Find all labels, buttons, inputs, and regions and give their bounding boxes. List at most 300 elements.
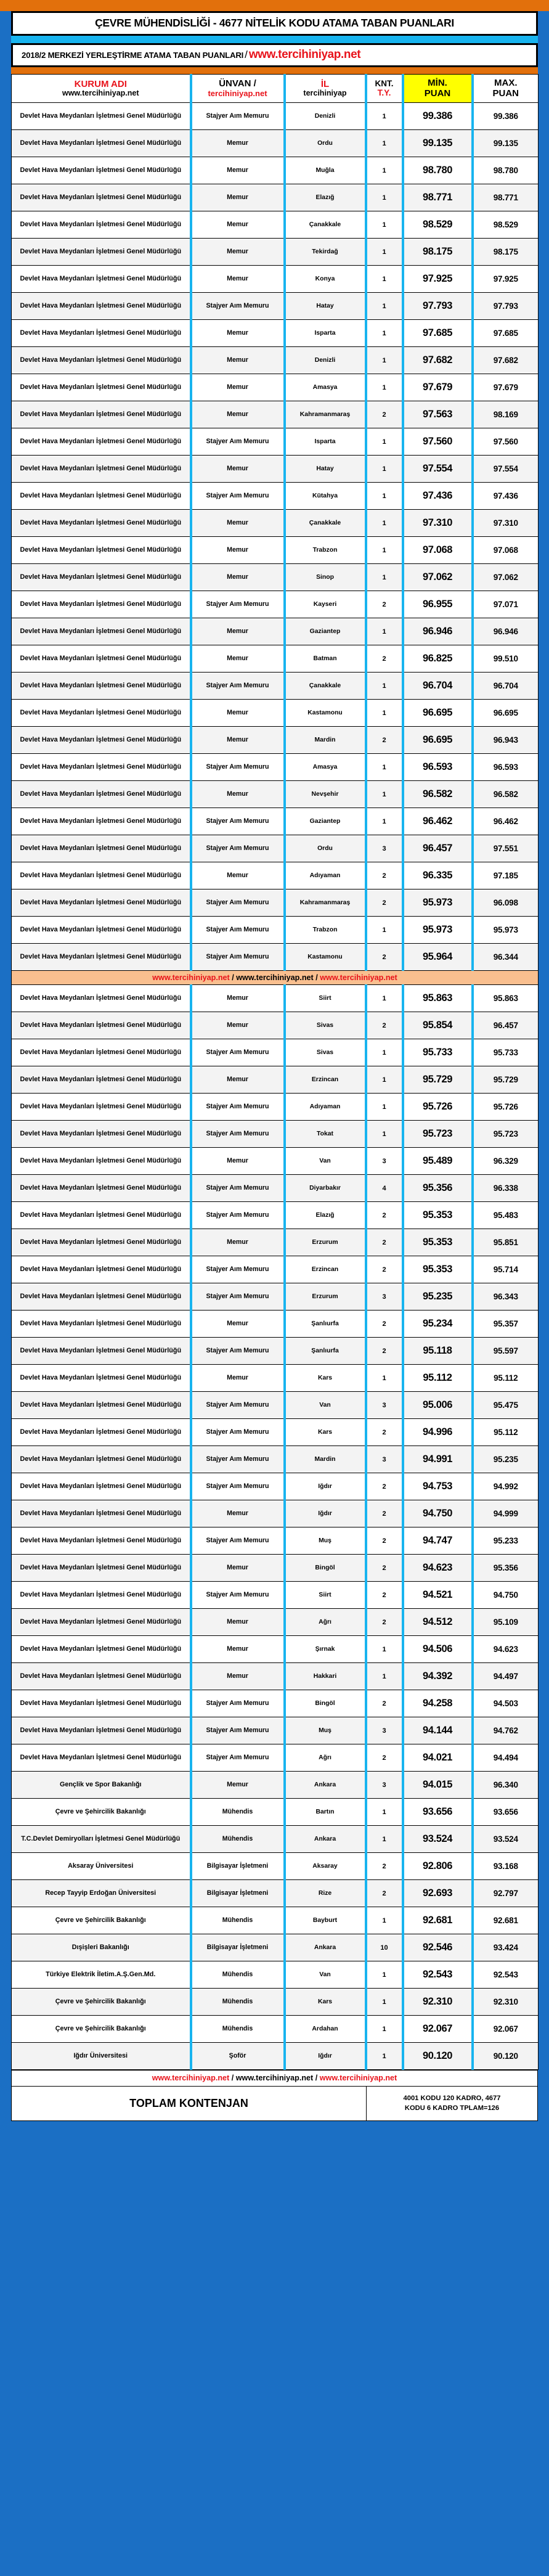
cell-knt bbox=[366, 673, 403, 700]
cell-kurum bbox=[12, 1907, 191, 1934]
cell-knt bbox=[366, 645, 403, 673]
cell-min-puan-text: 96.457 bbox=[422, 843, 453, 854]
cell-il bbox=[285, 1202, 366, 1229]
cell-max-puan bbox=[473, 700, 539, 727]
cell-kurum-text: Devlet Hava Meydanları İşletmesi Genel Müdürlüğü bbox=[20, 492, 182, 500]
cell-il-text: Kayseri bbox=[313, 601, 337, 608]
cell-kurum-text: Devlet Hava Meydanları İşletmesi Genel Müdürlüğü bbox=[20, 411, 182, 419]
cell-min-puan-text: 95.006 bbox=[422, 1399, 453, 1410]
unvan-header-l2: tercihiniyap.net bbox=[208, 88, 267, 98]
cell-kurum-text: Devlet Hava Meydanları İşletmesi Genel Müdürlüğü bbox=[20, 1374, 182, 1382]
cell-max-puan-text: 96.943 bbox=[493, 735, 518, 745]
cell-il bbox=[285, 862, 366, 889]
cell-min-puan bbox=[403, 1256, 473, 1283]
table-row bbox=[12, 781, 539, 808]
table-row bbox=[12, 374, 539, 401]
cell-kurum bbox=[12, 428, 191, 456]
cell-il bbox=[285, 1907, 366, 1934]
cell-max-puan bbox=[473, 862, 539, 889]
cell-min-puan-text: 95.726 bbox=[422, 1101, 453, 1112]
cell-max-puan-text: 94.494 bbox=[493, 1753, 518, 1762]
cell-knt bbox=[366, 1392, 403, 1419]
cell-max-puan-text: 95.733 bbox=[493, 1048, 518, 1057]
cell-knt bbox=[366, 889, 403, 917]
cell-kurum-text: Devlet Hava Meydanları İşletmesi Genel Müdürlüğü bbox=[20, 1510, 182, 1518]
cell-unvan-text: Stajyer Aım Memuru bbox=[206, 1130, 269, 1138]
table-row bbox=[12, 184, 539, 211]
cell-kurum bbox=[12, 1527, 191, 1555]
cell-il-text: Erzincan bbox=[311, 1266, 339, 1273]
cell-unvan-text: Memur bbox=[227, 1672, 248, 1680]
cell-knt-text: 2 bbox=[382, 411, 386, 419]
cell-min-puan bbox=[403, 673, 473, 700]
cell-kurum bbox=[12, 1799, 191, 1826]
cell-max-puan-text: 95.726 bbox=[493, 1102, 518, 1111]
cell-kurum-text: Devlet Hava Meydanları İşletmesi Genel Müdürlüğü bbox=[20, 1401, 182, 1409]
cell-knt-text: 1 bbox=[382, 1916, 386, 1924]
cell-il bbox=[285, 1039, 366, 1066]
cell-min-puan bbox=[403, 1853, 473, 1880]
knt-header-l2: T.Y. bbox=[377, 88, 391, 97]
cell-max-puan bbox=[473, 1527, 539, 1555]
cell-knt bbox=[366, 1582, 403, 1609]
cell-max-puan-text: 92.310 bbox=[493, 1997, 518, 2006]
cell-unvan bbox=[191, 1826, 285, 1853]
cell-il bbox=[285, 1989, 366, 2016]
cell-knt-text: 2 bbox=[382, 872, 386, 880]
cell-il bbox=[285, 1283, 366, 1310]
cell-knt bbox=[366, 754, 403, 781]
cell-unvan bbox=[191, 1094, 285, 1121]
orange-divider-bar bbox=[11, 67, 538, 74]
cell-unvan-text: Stajyer Aım Memuru bbox=[206, 1727, 269, 1735]
cell-kurum-text: Devlet Hava Meydanları İşletmesi Genel Müdürlüğü bbox=[20, 682, 182, 690]
cell-kurum-text: Devlet Hava Meydanları İşletmesi Genel Müdürlüğü bbox=[20, 1238, 182, 1246]
knt-header-l1: KNT. bbox=[375, 78, 394, 88]
cell-unvan-text: Memur bbox=[227, 994, 248, 1002]
cell-min-puan-text: 99.135 bbox=[422, 137, 453, 149]
cell-unvan-text: Stajyer Aım Memuru bbox=[206, 763, 269, 771]
cell-max-puan-text: 94.623 bbox=[493, 1645, 518, 1654]
cell-knt-text: 3 bbox=[382, 844, 386, 853]
cell-min-puan bbox=[403, 1338, 473, 1365]
table-row bbox=[12, 564, 539, 591]
cell-unvan-text: Şoför bbox=[229, 2052, 246, 2060]
cell-max-puan-text: 95.863 bbox=[493, 994, 518, 1003]
cell-min-puan bbox=[403, 1826, 473, 1853]
cell-il-text: Bartın bbox=[315, 1809, 335, 1815]
cell-unvan-text: Stajyer Aım Memuru bbox=[206, 1699, 269, 1707]
cell-kurum-text: Devlet Hava Meydanları İşletmesi Genel Müdürlüğü bbox=[20, 302, 182, 310]
cell-kurum bbox=[12, 103, 191, 130]
cell-min-puan-text: 98.771 bbox=[422, 192, 453, 203]
table-row bbox=[12, 1772, 539, 1799]
cell-knt bbox=[366, 1446, 403, 1473]
table-row bbox=[12, 1229, 539, 1256]
table-row bbox=[12, 239, 539, 266]
cell-knt bbox=[366, 1907, 403, 1934]
banner-link-2[interactable]: www.tercihiniyap.net bbox=[236, 973, 314, 982]
cell-min-puan-text: 95.973 bbox=[422, 924, 453, 935]
cell-max-puan-text: 94.999 bbox=[493, 1509, 518, 1518]
cell-max-puan bbox=[473, 1636, 539, 1663]
cell-unvan bbox=[191, 1934, 285, 1961]
cell-kurum bbox=[12, 483, 191, 510]
cell-kurum-text: Devlet Hava Meydanları İşletmesi Genel Müdürlüğü bbox=[20, 790, 182, 798]
cell-knt-text: 2 bbox=[382, 1347, 386, 1355]
cell-unvan bbox=[191, 1473, 285, 1500]
cell-unvan bbox=[191, 1066, 285, 1094]
cell-knt-text: 2 bbox=[382, 1564, 386, 1572]
cell-knt-text: 1 bbox=[382, 926, 386, 934]
cell-min-puan-text: 94.750 bbox=[422, 1508, 453, 1519]
cell-unvan bbox=[191, 1799, 285, 1826]
cell-kurum-text: Devlet Hava Meydanları İşletmesi Genel Müdürlüğü bbox=[20, 438, 182, 446]
cell-il bbox=[285, 835, 366, 862]
cell-min-puan-text: 94.392 bbox=[422, 1670, 453, 1682]
cell-il-text: Ordu bbox=[317, 140, 333, 147]
cell-max-puan bbox=[473, 1121, 539, 1148]
cell-min-puan bbox=[403, 1907, 473, 1934]
total-label: TOPLAM KONTENJAN bbox=[129, 2097, 248, 2109]
cell-unvan bbox=[191, 1229, 285, 1256]
cell-knt bbox=[366, 401, 403, 428]
cell-max-puan-text: 95.597 bbox=[493, 1346, 518, 1355]
cell-unvan bbox=[191, 1039, 285, 1066]
cell-knt-text: 3 bbox=[382, 1455, 386, 1463]
cell-min-puan-text: 92.693 bbox=[422, 1887, 453, 1899]
cell-kurum-text: Devlet Hava Meydanları İşletmesi Genel Müdürlüğü bbox=[20, 926, 182, 934]
cell-min-puan bbox=[403, 320, 473, 347]
cell-max-puan-text: 99.135 bbox=[493, 139, 518, 148]
footer-banner-link-1[interactable]: www.tercihiniyap.net bbox=[152, 2074, 230, 2082]
cell-kurum bbox=[12, 1744, 191, 1772]
cell-kurum bbox=[12, 673, 191, 700]
cell-min-puan bbox=[403, 618, 473, 645]
cell-min-puan bbox=[403, 1066, 473, 1094]
cell-il-text: Iğdır bbox=[318, 1483, 332, 1490]
cell-kurum-text: Devlet Hava Meydanları İşletmesi Genel Müdürlüğü bbox=[20, 1103, 182, 1111]
cell-il-text: Ankara bbox=[314, 1944, 336, 1951]
cell-min-puan-text: 92.543 bbox=[422, 1969, 453, 1980]
cell-kurum-text: Devlet Hava Meydanları İşletmesi Genel Müdürlüğü bbox=[20, 383, 182, 391]
cell-il bbox=[285, 944, 366, 971]
cell-min-puan bbox=[403, 1012, 473, 1039]
cell-knt bbox=[366, 1826, 403, 1853]
cell-knt-text: 2 bbox=[382, 655, 386, 663]
table-row bbox=[12, 157, 539, 184]
cell-max-puan bbox=[473, 889, 539, 917]
cell-knt bbox=[366, 985, 403, 1012]
cell-unvan-text: Memur bbox=[227, 709, 248, 717]
cell-kurum bbox=[12, 889, 191, 917]
cell-kurum-text: Devlet Hava Meydanları İşletmesi Genel Müdürlüğü bbox=[20, 546, 182, 554]
cell-kurum-text: Devlet Hava Meydanları İşletmesi Genel Müdürlüğü bbox=[20, 1591, 182, 1599]
cell-unvan-text: Stajyer Aım Memuru bbox=[206, 492, 269, 500]
cell-il bbox=[285, 1717, 366, 1744]
cell-il-text: Kastamonu bbox=[307, 954, 343, 960]
cell-knt bbox=[366, 1012, 403, 1039]
cell-il-text: Iğdır bbox=[318, 1510, 332, 1517]
cell-knt-text: 2 bbox=[382, 1889, 386, 1897]
cell-il bbox=[285, 889, 366, 917]
cell-min-puan bbox=[403, 1555, 473, 1582]
cell-min-puan bbox=[403, 1744, 473, 1772]
cell-unvan bbox=[191, 1012, 285, 1039]
cell-min-puan-text: 96.335 bbox=[422, 870, 453, 881]
subtitle-site-link[interactable]: www.tercihiniyap.net bbox=[248, 48, 361, 61]
cell-il-text: Van bbox=[319, 1158, 331, 1164]
cell-max-puan-text: 98.175 bbox=[493, 247, 518, 256]
table-row bbox=[12, 985, 539, 1012]
cell-max-puan bbox=[473, 1365, 539, 1392]
cell-unvan-text: Stajyer Aım Memuru bbox=[206, 1103, 269, 1111]
cell-min-puan-text: 95.235 bbox=[422, 1291, 453, 1302]
cell-il bbox=[285, 645, 366, 673]
table-row bbox=[12, 673, 539, 700]
cell-min-puan-text: 97.554 bbox=[422, 463, 453, 474]
cell-min-puan-text: 93.524 bbox=[422, 1833, 453, 1844]
cell-min-puan-text: 96.582 bbox=[422, 788, 453, 799]
cell-min-puan bbox=[403, 1310, 473, 1338]
table-row bbox=[12, 1853, 539, 1880]
cell-knt-text: 1 bbox=[382, 2025, 386, 2033]
cell-knt bbox=[366, 944, 403, 971]
cell-kurum-text: Devlet Hava Meydanları İşletmesi Genel Müdürlüğü bbox=[20, 817, 182, 825]
cell-knt bbox=[366, 1853, 403, 1880]
cell-knt bbox=[366, 1961, 403, 1989]
cell-il-text: Van bbox=[319, 1402, 331, 1409]
cell-il-text: Mardin bbox=[314, 737, 336, 743]
cell-knt bbox=[366, 428, 403, 456]
cell-knt bbox=[366, 1202, 403, 1229]
cell-kurum-text: Devlet Hava Meydanları İşletmesi Genel Müdürlüğü bbox=[20, 1021, 182, 1029]
cell-knt bbox=[366, 266, 403, 293]
cell-knt-text: 3 bbox=[382, 1293, 386, 1301]
cell-knt-text: 2 bbox=[382, 1320, 386, 1328]
cell-max-puan-text: 96.098 bbox=[493, 898, 518, 907]
cell-knt-text: 1 bbox=[382, 546, 386, 554]
cell-il-text: Çanakkale bbox=[309, 221, 341, 228]
cell-knt-text: 3 bbox=[382, 1727, 386, 1735]
cell-min-puan-text: 97.560 bbox=[422, 436, 453, 447]
table-row bbox=[12, 2043, 539, 2070]
cell-max-puan bbox=[473, 456, 539, 483]
cell-il bbox=[285, 483, 366, 510]
cell-kurum-text: Devlet Hava Meydanları İşletmesi Genel Müdürlüğü bbox=[20, 1428, 182, 1436]
cell-kurum-text: Devlet Hava Meydanları İşletmesi Genel Müdürlüğü bbox=[20, 573, 182, 581]
total-value-cell bbox=[367, 2087, 537, 2120]
cell-kurum bbox=[12, 374, 191, 401]
cell-unvan-text: Memur bbox=[227, 1076, 248, 1084]
cell-max-puan-text: 98.529 bbox=[493, 220, 518, 229]
cell-min-puan-text: 96.695 bbox=[422, 734, 453, 745]
cell-knt-text: 1 bbox=[382, 1835, 386, 1843]
cell-knt-text: 1 bbox=[382, 275, 386, 283]
cell-knt bbox=[366, 1229, 403, 1256]
cell-knt bbox=[366, 1094, 403, 1121]
table-row bbox=[12, 1121, 539, 1148]
cell-unvan bbox=[191, 673, 285, 700]
cell-min-puan bbox=[403, 754, 473, 781]
cell-knt-text: 1 bbox=[382, 628, 386, 636]
kurum-header-l2: www.tercihiniyap.net bbox=[62, 88, 139, 97]
cell-max-puan-text: 94.503 bbox=[493, 1699, 518, 1708]
cell-max-puan bbox=[473, 1934, 539, 1961]
cell-max-puan bbox=[473, 1066, 539, 1094]
cell-unvan bbox=[191, 1907, 285, 1934]
cell-min-puan-text: 94.753 bbox=[422, 1481, 453, 1492]
cell-max-puan-text: 96.695 bbox=[493, 708, 518, 718]
cell-il-text: Amasya bbox=[312, 384, 338, 391]
cell-max-puan bbox=[473, 347, 539, 374]
cell-min-puan bbox=[403, 1039, 473, 1066]
table-row bbox=[12, 835, 539, 862]
cell-il-text: Sinop bbox=[316, 574, 334, 581]
cell-max-puan-text: 96.457 bbox=[493, 1021, 518, 1030]
cell-kurum bbox=[12, 1121, 191, 1148]
cell-min-puan bbox=[403, 510, 473, 537]
cell-knt-text: 2 bbox=[382, 1754, 386, 1762]
cell-knt bbox=[366, 1148, 403, 1175]
cell-kurum bbox=[12, 1582, 191, 1609]
cell-knt bbox=[366, 917, 403, 944]
footer-banner-link-3[interactable]: www.tercihiniyap.net bbox=[319, 2074, 397, 2082]
cell-il bbox=[285, 618, 366, 645]
cell-unvan-text: Memur bbox=[227, 1510, 248, 1518]
cell-kurum bbox=[12, 1310, 191, 1338]
cell-unvan-text: Memur bbox=[227, 872, 248, 880]
cell-kurum-text: Devlet Hava Meydanları İşletmesi Genel Müdürlüğü bbox=[20, 519, 182, 527]
cell-knt bbox=[366, 211, 403, 239]
cell-max-puan bbox=[473, 1853, 539, 1880]
cell-max-puan bbox=[473, 1582, 539, 1609]
cell-max-puan-text: 90.120 bbox=[493, 2051, 518, 2061]
cell-unvan-text: Stajyer Aım Memuru bbox=[206, 1211, 269, 1219]
cell-il bbox=[285, 1094, 366, 1121]
cell-il-text: Ankara bbox=[314, 1781, 336, 1788]
cell-knt bbox=[366, 591, 403, 618]
cell-kurum-text: Iğdır Üniversitesi bbox=[73, 2052, 128, 2060]
cell-max-puan-text: 99.386 bbox=[493, 112, 518, 121]
cell-kurum bbox=[12, 618, 191, 645]
cell-kurum bbox=[12, 1039, 191, 1066]
cell-max-puan-text: 97.554 bbox=[493, 464, 518, 473]
cell-unvan-text: Memur bbox=[227, 356, 248, 364]
cell-max-puan-text: 97.068 bbox=[493, 546, 518, 555]
cell-il-text: Denizli bbox=[314, 113, 336, 120]
footer-banner-link-2[interactable]: www.tercihiniyap.net bbox=[235, 2074, 314, 2082]
cell-min-puan-text: 92.681 bbox=[422, 1915, 453, 1926]
cell-min-puan bbox=[403, 374, 473, 401]
cell-max-puan-text: 97.185 bbox=[493, 871, 518, 880]
cell-knt-text: 10 bbox=[380, 1944, 388, 1952]
cell-il-text: Isparta bbox=[314, 330, 336, 337]
cell-min-puan-text: 99.386 bbox=[422, 110, 453, 121]
cell-min-puan bbox=[403, 1663, 473, 1690]
cell-unvan bbox=[191, 1663, 285, 1690]
cell-min-puan bbox=[403, 1989, 473, 2016]
cell-knt-text: 2 bbox=[382, 1238, 386, 1246]
cell-unvan bbox=[191, 211, 285, 239]
table-row bbox=[12, 862, 539, 889]
cell-knt bbox=[366, 1039, 403, 1066]
cell-unvan-text: Memur bbox=[227, 1645, 248, 1653]
cell-kurum bbox=[12, 211, 191, 239]
cell-kurum bbox=[12, 1934, 191, 1961]
cell-unvan bbox=[191, 1256, 285, 1283]
cell-kurum-text: Dışişleri Bakanlığı bbox=[71, 1944, 129, 1952]
cell-max-puan bbox=[473, 1473, 539, 1500]
cell-il-text: Şanlıurfa bbox=[311, 1347, 339, 1354]
table-row bbox=[12, 1094, 539, 1121]
table-row bbox=[12, 808, 539, 835]
table-row bbox=[12, 1419, 539, 1446]
cell-unvan-text: Stajyer Aım Memuru bbox=[206, 302, 269, 310]
cell-max-puan-text: 96.329 bbox=[493, 1156, 518, 1166]
cell-unvan bbox=[191, 428, 285, 456]
cell-min-puan-text: 97.682 bbox=[422, 354, 453, 366]
table-row bbox=[12, 1175, 539, 1202]
cell-knt bbox=[366, 1609, 403, 1636]
cell-il bbox=[285, 1799, 366, 1826]
cell-kurum bbox=[12, 835, 191, 862]
cell-knt bbox=[366, 184, 403, 211]
cell-min-puan bbox=[403, 1500, 473, 1527]
cell-unvan-text: Memur bbox=[227, 166, 248, 174]
cell-unvan bbox=[191, 1636, 285, 1663]
banner-link-1[interactable]: www.tercihiniyap.net bbox=[152, 973, 230, 982]
cell-knt-text: 1 bbox=[382, 573, 386, 581]
cell-il bbox=[285, 564, 366, 591]
banner-link-3[interactable]: www.tercihiniyap.net bbox=[320, 973, 397, 982]
table-row bbox=[12, 1066, 539, 1094]
subtitle-text: 2018/2 MERKEZİ YERLEŞTİRME ATAMA TABAN PUANLARI bbox=[22, 51, 244, 60]
cell-min-puan bbox=[403, 347, 473, 374]
header-row bbox=[12, 75, 539, 103]
cell-max-puan bbox=[473, 1799, 539, 1826]
cell-kurum-text: Devlet Hava Meydanları İşletmesi Genel Müdürlüğü bbox=[20, 1672, 182, 1680]
cell-max-puan-text: 97.682 bbox=[493, 356, 518, 365]
cell-knt-text: 2 bbox=[382, 1428, 386, 1436]
cell-knt bbox=[366, 618, 403, 645]
cell-unvan bbox=[191, 1609, 285, 1636]
cell-kurum bbox=[12, 1283, 191, 1310]
cell-il bbox=[285, 103, 366, 130]
cell-kurum bbox=[12, 1826, 191, 1853]
cell-max-puan-text: 95.729 bbox=[493, 1075, 518, 1084]
cell-unvan bbox=[191, 1989, 285, 2016]
cell-kurum-text: Devlet Hava Meydanları İşletmesi Genel Müdürlüğü bbox=[20, 600, 182, 608]
cell-max-puan-text: 95.475 bbox=[493, 1400, 518, 1410]
cell-il-text: Amasya bbox=[312, 764, 338, 771]
cell-max-puan bbox=[473, 1012, 539, 1039]
cell-min-puan-text: 95.356 bbox=[422, 1182, 453, 1193]
cell-max-puan bbox=[473, 103, 539, 130]
cell-unvan bbox=[191, 700, 285, 727]
cell-knt-text: 1 bbox=[382, 817, 386, 825]
cell-kurum bbox=[12, 1365, 191, 1392]
cell-kurum bbox=[12, 1555, 191, 1582]
cell-max-puan bbox=[473, 1500, 539, 1527]
cell-unvan bbox=[191, 401, 285, 428]
cell-unvan bbox=[191, 1365, 285, 1392]
cell-kurum bbox=[12, 917, 191, 944]
cell-max-puan-text: 97.310 bbox=[493, 518, 518, 528]
cell-kurum-text: Devlet Hava Meydanları İşletmesi Genel Müdürlüğü bbox=[20, 1293, 182, 1301]
cell-il-text: Kastamonu bbox=[307, 709, 343, 716]
table-row bbox=[12, 293, 539, 320]
